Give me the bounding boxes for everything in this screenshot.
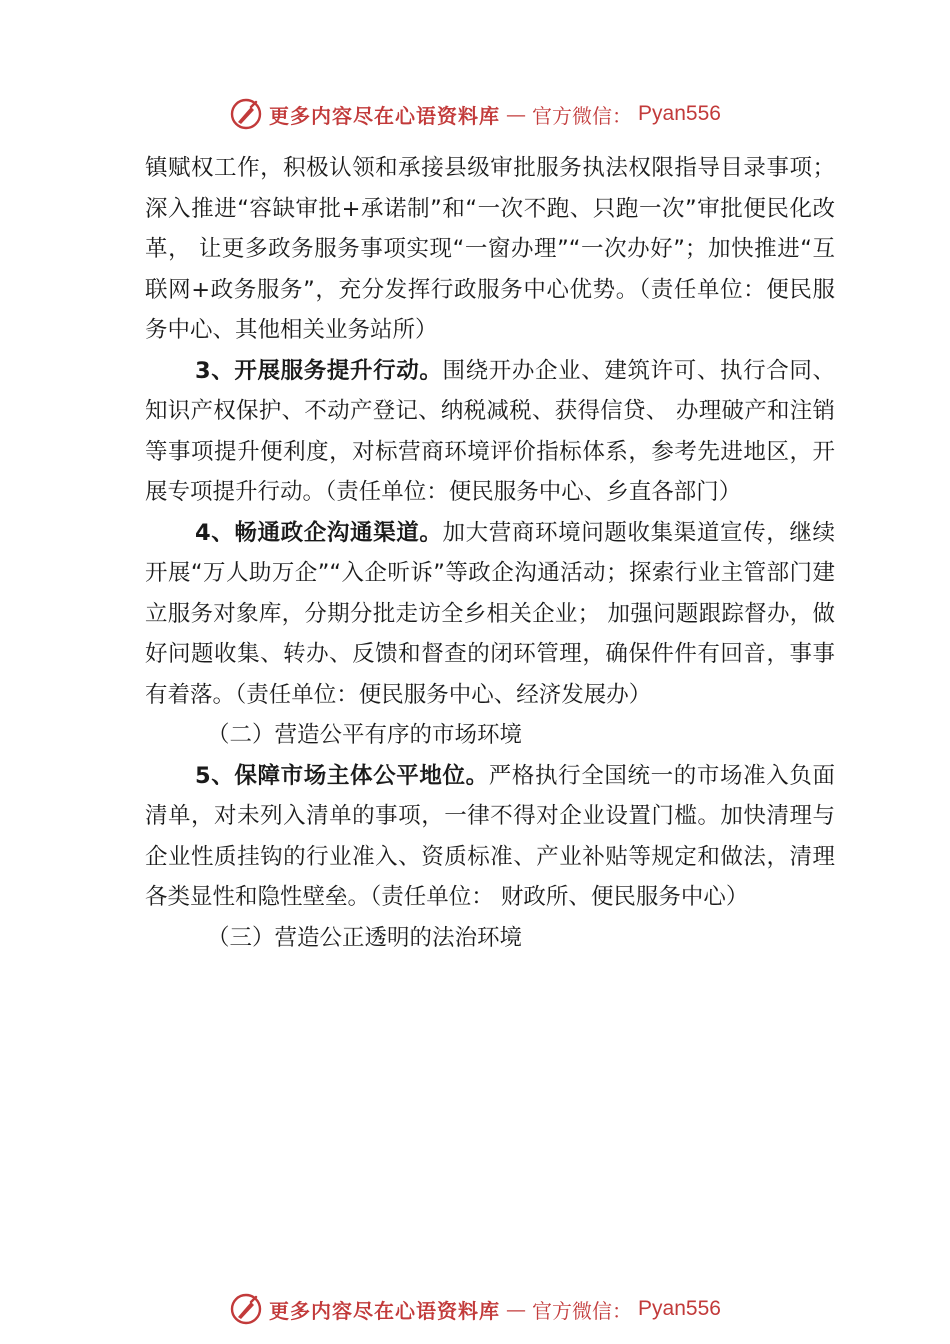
watermark-wechat-id: Pyan556 bbox=[638, 102, 721, 125]
pen-logo-icon bbox=[229, 97, 263, 131]
document-body bbox=[145, 148, 835, 958]
item-5-heading: 5、保障市场主体公平地位。 bbox=[195, 762, 489, 789]
watermark-wechat-label: 官方微信： bbox=[532, 103, 633, 128]
item-4-text: 加大营商环境问题收集渠道宣传，继续开展“万人助万企”“入企听诉”等政企沟通活动；探索行业主管部门建立服务对象库，分期分批走访全乡相关企业； 加强问题跟踪督办，做好问题收集、转办、反馈和督查的闭环管理，确保件件有回音，事事有着落。（责任单位：便民服务中心、经济发展办） bbox=[145, 519, 835, 708]
section-2-heading: （二）营造公平有序的市场环境 bbox=[207, 722, 523, 748]
pen-logo-icon bbox=[229, 1292, 263, 1326]
paragraph-item-4 bbox=[145, 513, 835, 716]
watermark-site-text: 更多内容尽在心语资料库 bbox=[269, 103, 501, 128]
item-4-heading: 4、畅通政企沟通渠道。 bbox=[195, 519, 443, 546]
section-3-heading: （三）营造公正透明的法治环境 bbox=[207, 924, 523, 951]
item-3-text: 围绕开办企业、建筑许可、执行合同、知识产权保护、不动产登记、纳税减税、获得信贷、 办理破产和注销等事项提升便利度，对标营商环境评价指标体系，参考先进地区，开展专项提升行动。（责任单位：便民服务中心、乡直各部门） bbox=[145, 357, 835, 505]
item-5-text: 严格执行全国统一的市场准入负面清单，对未列入清单的事项，一律不得对企业设置门槛。加快清理与企业性质挂钩的行业准入、资质标准、产业补贴等规定和做法，清理各类显性和隐性壁垒。（责任单位： 财政所、便民服务中心） bbox=[145, 762, 835, 910]
watermark-wechat-label: 官方微信： bbox=[532, 1298, 633, 1323]
paragraph-item-5 bbox=[145, 756, 835, 918]
watermark-site-text: 更多内容尽在心语资料库 bbox=[269, 1298, 501, 1323]
footer-watermark bbox=[0, 1289, 950, 1329]
paragraph-continued: 镇赋权工作，积极认领和承接县级审批服务执法权限指导目录事项；深入推进“容缺审批+承诺制”和“一次不跑、只跑一次”审批便民化改革， 让更多政务服务事项实现“一窗办理”“一次办好”；加快推进“互联网+政务服务”，充分发挥行政服务中心优势。（责任单位：便民服务中心、其他相关业务站所） bbox=[145, 155, 835, 343]
watermark-dash: — bbox=[506, 102, 527, 126]
watermark-wechat-id: Pyan556 bbox=[638, 1297, 721, 1320]
item-3-heading: 3、开展服务提升行动。 bbox=[195, 357, 443, 384]
header-watermark bbox=[0, 94, 950, 134]
paragraph-item-3 bbox=[145, 351, 835, 513]
watermark-dash: — bbox=[506, 1297, 527, 1321]
